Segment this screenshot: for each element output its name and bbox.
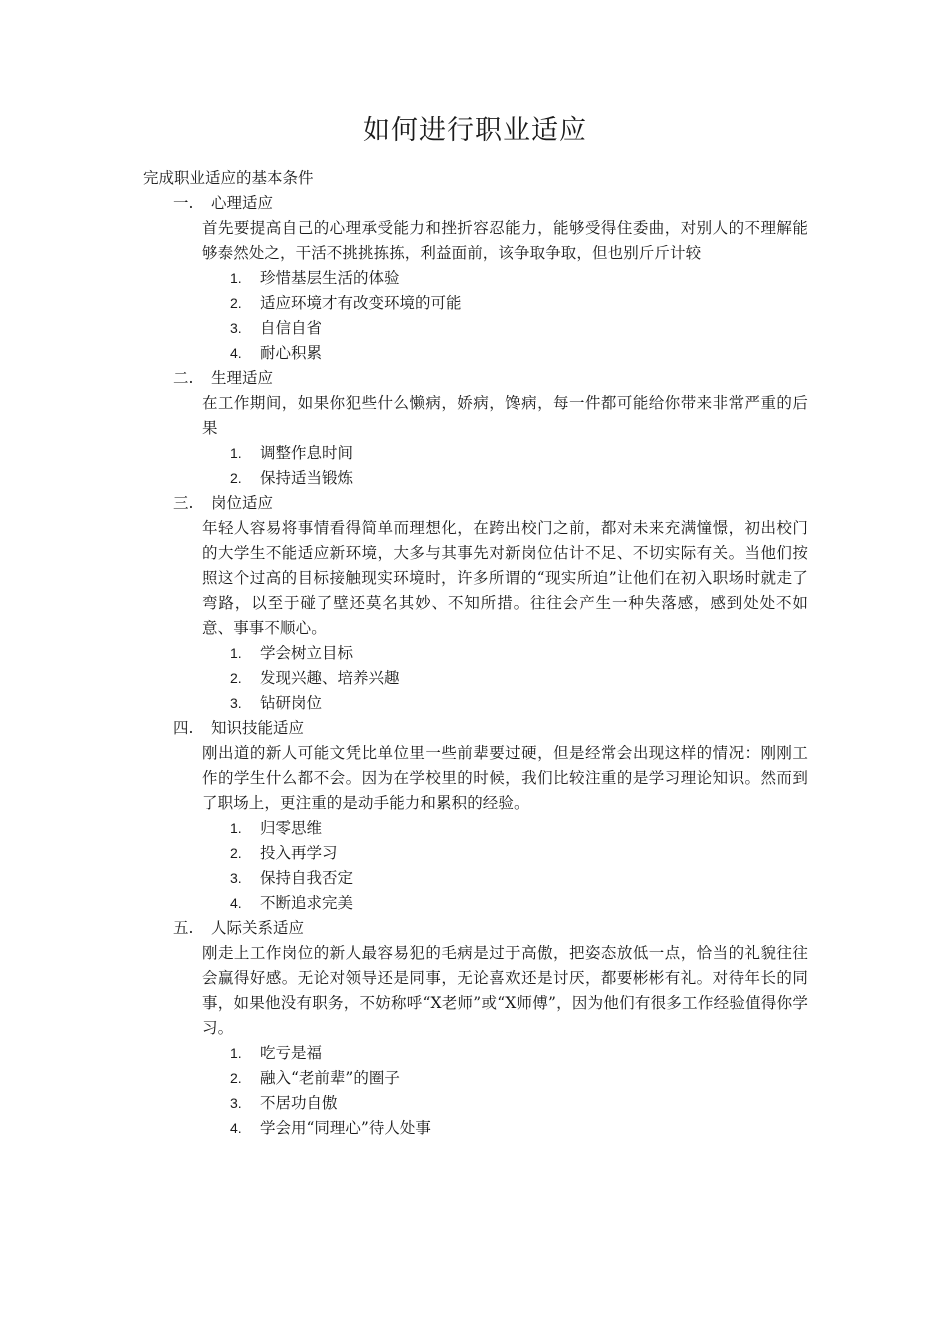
list-item-text: 学会用“同理心”待人处事 xyxy=(260,1119,431,1137)
section-number: 五. xyxy=(173,919,194,937)
section-knowledge-skills xyxy=(143,716,808,916)
list-item-text: 珍惜基层生活的体验 xyxy=(260,269,400,287)
list-item-number: 1. xyxy=(230,445,242,461)
section-list xyxy=(143,1041,808,1141)
list-item-number: 3. xyxy=(230,695,242,711)
section-paragraph: 刚走上工作岗位的新人最容易犯的毛病是过于高傲，把姿态放低一点，恰当的礼貌往往会赢得好感。无论对领导还是同事，无论喜欢还是讨厌，都要彬彬有礼。对待年长的同事，如果他没有职务，不妨称呼“X老师”或“X师傅”，因为他们有很多工作经验值得你学习。 xyxy=(202,944,808,1037)
list-item-number: 2. xyxy=(230,670,242,686)
section-title: 心理适应 xyxy=(211,194,274,212)
section-heading xyxy=(143,191,808,216)
list-item xyxy=(230,266,808,291)
list-item-text: 调整作息时间 xyxy=(260,444,354,462)
document-body xyxy=(143,166,808,1141)
section-title: 知识技能适应 xyxy=(211,719,305,737)
section-heading xyxy=(143,491,808,516)
section-paragraph: 刚出道的新人可能文凭比单位里一些前辈要过硬，但是经常会出现这样的情况：刚刚工作的学生什么都不会。因为在学校里的时候，我们比较注重的是学习理论知识。然而到了职场上，更注重的是动手能力和累积的经验。 xyxy=(202,744,808,812)
list-item-number: 4. xyxy=(230,1120,242,1136)
section-position xyxy=(143,491,808,716)
list-item-text: 发现兴趣、培养兴趣 xyxy=(260,669,400,687)
list-item-number: 3. xyxy=(230,320,242,336)
list-item-number: 1. xyxy=(230,1045,242,1061)
list-item-number: 2. xyxy=(230,295,242,311)
section-number: 一. xyxy=(173,194,194,212)
section-number: 三. xyxy=(173,494,194,512)
list-item xyxy=(230,441,808,466)
list-item-number: 2. xyxy=(230,845,242,861)
section-list xyxy=(143,266,808,366)
section-paragraph: 在工作期间，如果你犯些什么懒病，娇病，馋病，每一件都可能给你带来非常严重的后果 xyxy=(202,394,808,437)
list-item xyxy=(230,466,808,491)
section-interpersonal xyxy=(143,916,808,1141)
section-heading xyxy=(143,716,808,741)
list-item xyxy=(230,666,808,691)
list-item-text: 学会树立目标 xyxy=(260,644,354,662)
list-item-text: 归零思维 xyxy=(260,819,323,837)
list-item-text: 适应环境才有改变环境的可能 xyxy=(260,294,462,312)
list-item xyxy=(230,1041,808,1066)
list-item-number: 1. xyxy=(230,820,242,836)
list-item-number: 2. xyxy=(230,1070,242,1086)
section-list xyxy=(143,641,808,716)
list-item-number: 4. xyxy=(230,345,242,361)
list-item xyxy=(230,891,808,916)
list-item xyxy=(230,291,808,316)
section-title: 人际关系适应 xyxy=(211,919,305,937)
list-item-number: 1. xyxy=(230,645,242,661)
section-heading xyxy=(143,916,808,941)
section-psychological xyxy=(143,191,808,366)
list-item xyxy=(230,1066,808,1091)
section-title: 岗位适应 xyxy=(211,494,274,512)
list-item xyxy=(230,316,808,341)
list-item xyxy=(230,841,808,866)
list-item-text: 钻研岗位 xyxy=(260,694,323,712)
section-number: 二. xyxy=(173,369,194,387)
list-item xyxy=(230,816,808,841)
list-item xyxy=(230,866,808,891)
list-item xyxy=(230,341,808,366)
document-subtitle: 完成职业适应的基本条件 xyxy=(143,169,314,187)
list-item xyxy=(230,1091,808,1116)
section-paragraph: 年轻人容易将事情看得简单而理想化，在跨出校门之前，都对未来充满憧憬，初出校门的大学生不能适应新环境，大多与其事先对新岗位估计不足、不切实际有关。当他们按照这个过高的目标接触现实环境时，许多所谓的“现实所迫”让他们在初入职场时就走了弯路，以至于碰了壁还莫名其妙、不知所措。往往会产生一种失落感，感到处处不如意、事事不顺心。 xyxy=(202,519,808,637)
list-item-text: 不居功自傲 xyxy=(260,1094,338,1112)
list-item-text: 不断追求完美 xyxy=(260,894,354,912)
section-heading xyxy=(143,366,808,391)
section-physiological xyxy=(143,366,808,491)
list-item-text: 投入再学习 xyxy=(260,844,338,862)
list-item-number: 2. xyxy=(230,470,242,486)
list-item-text: 保持自我否定 xyxy=(260,869,354,887)
list-item-text: 自信自省 xyxy=(260,319,323,337)
list-item xyxy=(230,691,808,716)
section-list xyxy=(143,816,808,916)
list-item-number: 3. xyxy=(230,1095,242,1111)
section-paragraph: 首先要提高自己的心理承受能力和挫折容忍能力，能够受得住委曲，对别人的不理解能够泰然处之，干活不挑挑拣拣，利益面前，该争取争取，但也别斤斤计较 xyxy=(202,219,808,262)
section-title: 生理适应 xyxy=(211,369,274,387)
section-list xyxy=(143,441,808,491)
list-item-number: 3. xyxy=(230,870,242,886)
list-item xyxy=(230,641,808,666)
list-item-text: 融入“老前辈”的圈子 xyxy=(260,1069,400,1087)
list-item-number: 4. xyxy=(230,895,242,911)
section-number: 四. xyxy=(173,719,194,737)
list-item-text: 耐心积累 xyxy=(260,344,323,362)
list-item-text: 保持适当锻炼 xyxy=(260,469,354,487)
list-item-text: 吃亏是福 xyxy=(260,1044,323,1062)
document-title: 如何进行职业适应 xyxy=(363,115,587,146)
list-item xyxy=(230,1116,808,1141)
list-item-number: 1. xyxy=(230,270,242,286)
